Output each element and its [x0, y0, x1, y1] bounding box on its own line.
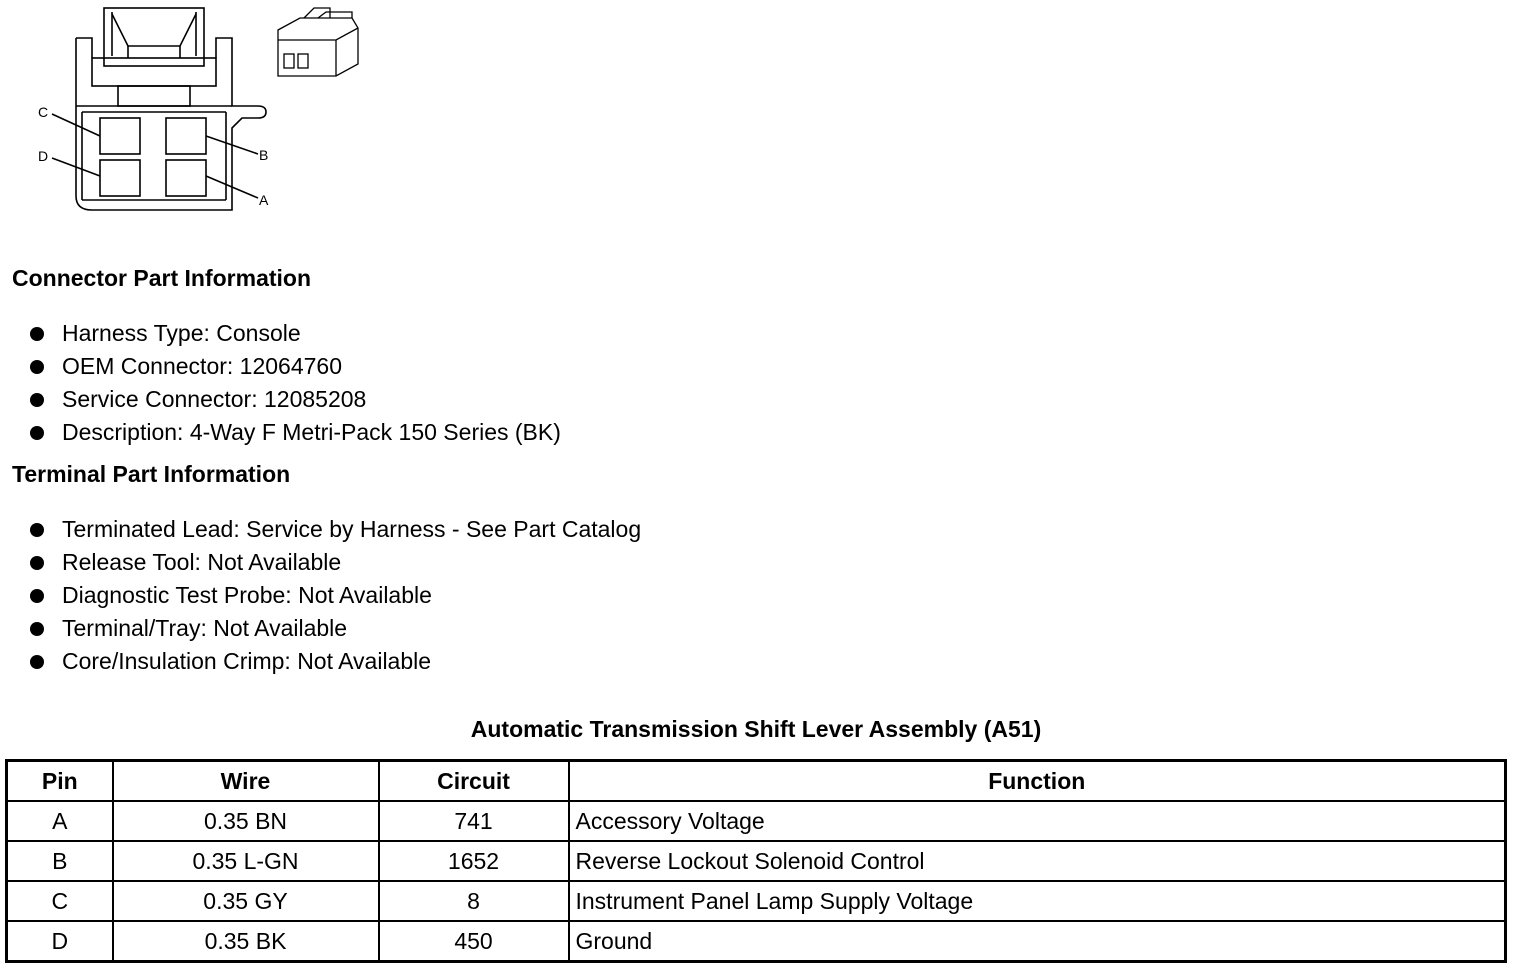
bullet-icon — [30, 655, 44, 669]
bullet-icon — [30, 622, 44, 636]
cell-function: Reverse Lockout Solenoid Control — [569, 841, 1506, 881]
cell-circuit: 450 — [379, 921, 569, 962]
cavity-a — [166, 160, 206, 196]
header-pin: Pin — [7, 761, 113, 802]
cell-wire: 0.35 L-GN — [113, 841, 379, 881]
cell-circuit: 741 — [379, 801, 569, 841]
pin-table — [5, 759, 1507, 963]
cavity-d — [100, 160, 140, 196]
connector-info-title: Connector Part Information — [12, 265, 312, 291]
list-item: Core/Insulation Crimp: Not Available — [0, 645, 641, 678]
cell-circuit: 1652 — [379, 841, 569, 881]
cell-pin: C — [7, 881, 113, 921]
cell-wire: 0.35 BN — [113, 801, 379, 841]
connector-isometric-view — [278, 8, 358, 76]
cell-wire: 0.35 BK — [113, 921, 379, 962]
list-item: Service Connector: 12085208 — [0, 383, 561, 416]
list-item: Terminated Lead: Service by Harness - See Part Catalog — [0, 513, 641, 546]
table-row — [7, 881, 1506, 921]
cell-function: Instrument Panel Lamp Supply Voltage — [569, 881, 1506, 921]
cell-function: Ground — [569, 921, 1506, 962]
bullet-icon — [30, 327, 44, 341]
cell-circuit: 8 — [379, 881, 569, 921]
table-row — [7, 841, 1506, 881]
terminal-info-list — [0, 513, 641, 678]
list-item: Release Tool: Not Available — [0, 546, 641, 579]
header-wire: Wire — [113, 761, 379, 802]
cell-function: Accessory Voltage — [569, 801, 1506, 841]
bullet-icon — [30, 393, 44, 407]
pin-label-b: B — [259, 147, 269, 163]
bullet-icon — [30, 360, 44, 374]
table-row — [7, 921, 1506, 962]
list-item: Description: 4-Way F Metri-Pack 150 Series (BK) — [0, 416, 561, 449]
table-header-row — [7, 761, 1506, 802]
connector-info-list — [0, 317, 561, 449]
terminal-info-title: Terminal Part Information — [12, 461, 291, 487]
list-item: OEM Connector: 12064760 — [0, 350, 561, 383]
pin-label-c: C — [38, 104, 49, 120]
list-item: Terminal/Tray: Not Available — [0, 612, 641, 645]
list-item: Harness Type: Console — [0, 317, 561, 350]
cell-pin: D — [7, 921, 113, 962]
cell-wire: 0.35 GY — [113, 881, 379, 921]
cell-pin: A — [7, 801, 113, 841]
table-row — [7, 801, 1506, 841]
header-circuit: Circuit — [379, 761, 569, 802]
list-item: Diagnostic Test Probe: Not Available — [0, 579, 641, 612]
connector-diagram — [0, 0, 380, 230]
cell-pin: B — [7, 841, 113, 881]
bullet-icon — [30, 589, 44, 603]
cavity-b — [166, 118, 206, 154]
bullet-icon — [30, 426, 44, 440]
bullet-icon — [30, 523, 44, 537]
cavity-c — [100, 118, 140, 154]
pin-label-d: D — [38, 148, 49, 164]
header-function: Function — [569, 761, 1506, 802]
bullet-icon — [30, 556, 44, 570]
table-caption: Automatic Transmission Shift Lever Assembly (A51) — [470, 716, 1042, 742]
pin-label-a: A — [259, 192, 269, 208]
